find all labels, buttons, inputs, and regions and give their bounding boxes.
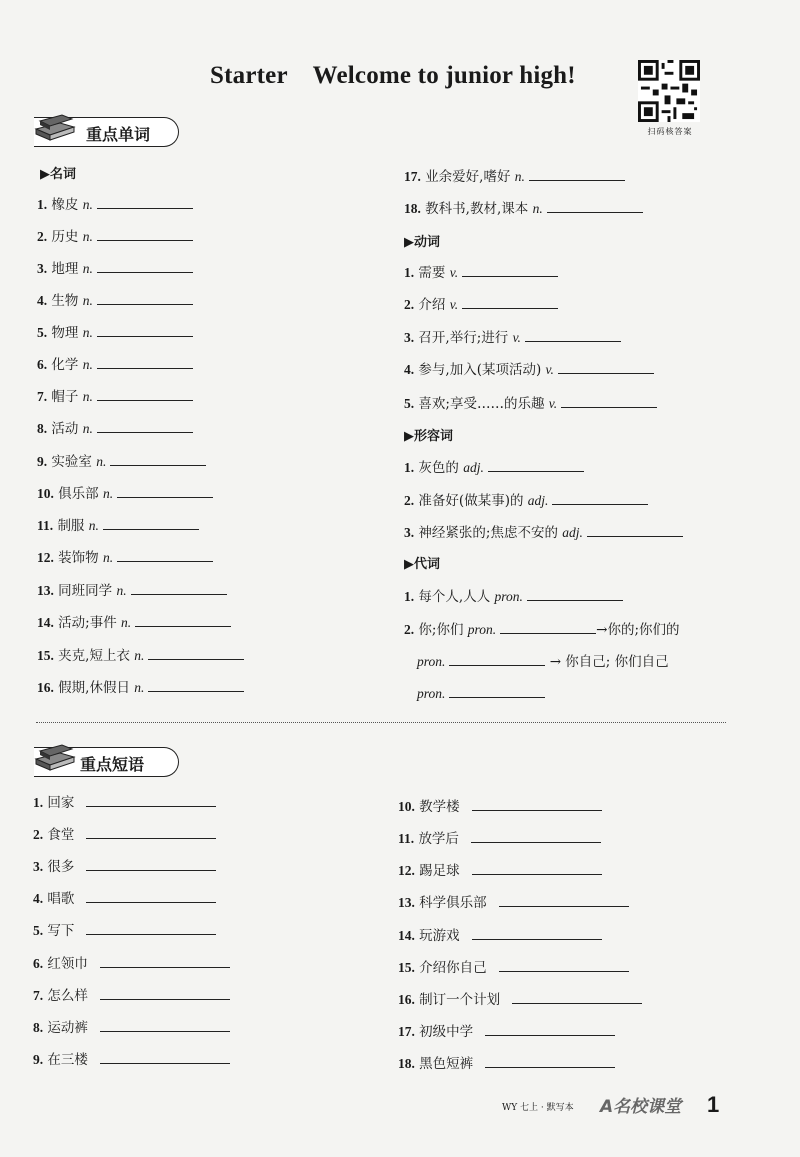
list-item: 16. 假期,休假日 n. [37, 677, 244, 697]
list-item: 12. 装饰物 n. [37, 547, 213, 567]
list-item: 3. 召开,举行;进行 v. [404, 327, 621, 347]
answer-blank[interactable] [103, 515, 199, 530]
answer-blank[interactable] [135, 612, 231, 627]
list-item: 2. 你;你们 pron. →你的;你们的 [404, 619, 680, 639]
list-item: 3. 神经紧张的;焦虑不安的 adj. [404, 522, 683, 542]
list-item: 15. 夹克,短上衣 n. [37, 645, 244, 665]
list-item: 14. 活动;事件 n. [37, 612, 231, 632]
brand-logo: A名校课堂 [600, 1097, 682, 1117]
page-number: 1 [707, 1092, 720, 1117]
answer-blank[interactable] [499, 957, 629, 972]
pronouns-label: ▶代词 [404, 557, 440, 572]
list-item: 1. 需要 v. [404, 262, 558, 282]
answer-blank[interactable] [462, 262, 558, 277]
list-item: 2. 介绍 v. [404, 294, 558, 314]
list-item: 13. 同班同学 n. [37, 580, 227, 600]
list-item: 10. 俱乐部 n. [37, 483, 213, 503]
answer-blank[interactable] [86, 856, 216, 871]
answer-blank[interactable] [148, 645, 244, 660]
list-item: 5. 写下 [33, 920, 216, 940]
answer-blank[interactable] [86, 888, 216, 903]
answer-blank[interactable] [100, 1049, 230, 1064]
answer-blank[interactable] [472, 925, 602, 940]
list-item: 11. 放学后 [398, 828, 601, 848]
adjectives-label: ▶形容词 [404, 429, 453, 444]
list-item: pron. [417, 683, 545, 703]
answer-blank[interactable] [587, 522, 683, 537]
list-item: 1. 每个人,人人 pron. [404, 586, 623, 606]
list-item: 10. 教学楼 [398, 796, 602, 816]
section-heading-phrases [0, 745, 200, 779]
answer-blank[interactable] [97, 418, 193, 433]
answer-blank[interactable] [100, 985, 230, 1000]
list-item: 5. 喜欢;享受……的乐趣 v. [404, 393, 657, 413]
books-icon [32, 111, 76, 143]
list-item: 1. 回家 [33, 792, 216, 812]
answer-blank[interactable] [527, 586, 623, 601]
answer-blank[interactable] [525, 327, 621, 342]
list-item: 2. 历史 n. [37, 226, 193, 246]
answer-blank[interactable] [131, 580, 227, 595]
nouns-label: ▶名词 [40, 167, 76, 182]
answer-blank[interactable] [552, 490, 648, 505]
answer-blank[interactable] [86, 824, 216, 839]
footer-series: WY 七上 · 默写本 [502, 1103, 574, 1113]
list-item: 1. 灰色的 adj. [404, 457, 584, 477]
list-item: 17. 业余爱好,嗜好 n. [404, 166, 625, 186]
section-heading-words-label: 重点单词 [86, 125, 151, 144]
answer-blank[interactable] [97, 386, 193, 401]
list-item: 4. 生物 n. [37, 290, 193, 310]
list-item: 8. 运动裤 [33, 1017, 230, 1037]
answer-blank[interactable] [488, 457, 584, 472]
page-title: Starter Welcome to junior high! [210, 62, 576, 89]
list-item: 2. 准备好(做某事)的 adj. [404, 490, 648, 510]
answer-blank[interactable] [529, 166, 625, 181]
answer-blank[interactable] [472, 796, 602, 811]
list-item: pron. → 你自己; 你们自己 [417, 651, 669, 671]
qr-code [638, 60, 700, 122]
list-item: 13. 科学俱乐部 [398, 892, 629, 912]
list-item: 17. 初级中学 [398, 1021, 615, 1041]
list-item: 3. 很多 [33, 856, 216, 876]
answer-blank[interactable] [561, 393, 657, 408]
answer-blank[interactable] [97, 194, 193, 209]
answer-blank[interactable] [86, 920, 216, 935]
answer-blank[interactable] [117, 547, 213, 562]
answer-blank[interactable] [449, 651, 545, 666]
list-item: 11. 制服 n. [37, 515, 199, 535]
qr-caption: 扫码核答案 [647, 127, 693, 136]
answer-blank[interactable] [100, 953, 230, 968]
answer-blank[interactable] [148, 677, 244, 692]
list-item: 9. 实验室 n. [37, 451, 206, 471]
answer-blank[interactable] [512, 989, 642, 1004]
answer-blank[interactable] [97, 354, 193, 369]
section-heading-phrases-label: 重点短语 [80, 755, 145, 774]
list-item: 6. 化学 n. [37, 354, 193, 374]
list-item: 18. 教科书,教材,课本 n. [404, 198, 643, 218]
answer-blank[interactable] [100, 1017, 230, 1032]
answer-blank[interactable] [97, 226, 193, 241]
list-item: 1. 橡皮 n. [37, 194, 193, 214]
list-item: 4. 参与,加入(某项活动) v. [404, 359, 654, 379]
answer-blank[interactable] [97, 290, 193, 305]
answer-blank[interactable] [117, 483, 213, 498]
list-item: 2. 食堂 [33, 824, 216, 844]
list-item: 7. 怎么样 [33, 985, 230, 1005]
books-icon [32, 741, 76, 773]
answer-blank[interactable] [97, 322, 193, 337]
list-item: 5. 物理 n. [37, 322, 193, 342]
verbs-label: ▶动词 [404, 235, 440, 250]
answer-blank[interactable] [547, 198, 643, 213]
section-divider [36, 722, 726, 723]
answer-blank[interactable] [110, 451, 206, 466]
answer-blank[interactable] [86, 792, 216, 807]
list-item: 8. 活动 n. [37, 418, 193, 438]
list-item: 6. 红领巾 [33, 953, 230, 973]
answer-blank[interactable] [449, 683, 545, 698]
answer-blank[interactable] [472, 860, 602, 875]
list-item: 9. 在三楼 [33, 1049, 230, 1069]
list-item: 14. 玩游戏 [398, 925, 602, 945]
list-item: 18. 黑色短裤 [398, 1053, 615, 1073]
list-item: 4. 唱歌 [33, 888, 216, 908]
answer-blank[interactable] [462, 294, 558, 309]
list-item: 3. 地理 n. [37, 258, 193, 278]
answer-blank[interactable] [500, 619, 596, 634]
answer-blank[interactable] [485, 1053, 615, 1068]
answer-blank[interactable] [499, 892, 629, 907]
list-item: 7. 帽子 n. [37, 386, 193, 406]
answer-blank[interactable] [485, 1021, 615, 1036]
answer-blank[interactable] [97, 258, 193, 273]
list-item: 15. 介绍你自己 [398, 957, 629, 977]
section-heading-words [0, 115, 200, 149]
list-item: 12. 踢足球 [398, 860, 602, 880]
list-item: 16. 制订一个计划 [398, 989, 642, 1009]
answer-blank[interactable] [558, 359, 654, 374]
answer-blank[interactable] [471, 828, 601, 843]
